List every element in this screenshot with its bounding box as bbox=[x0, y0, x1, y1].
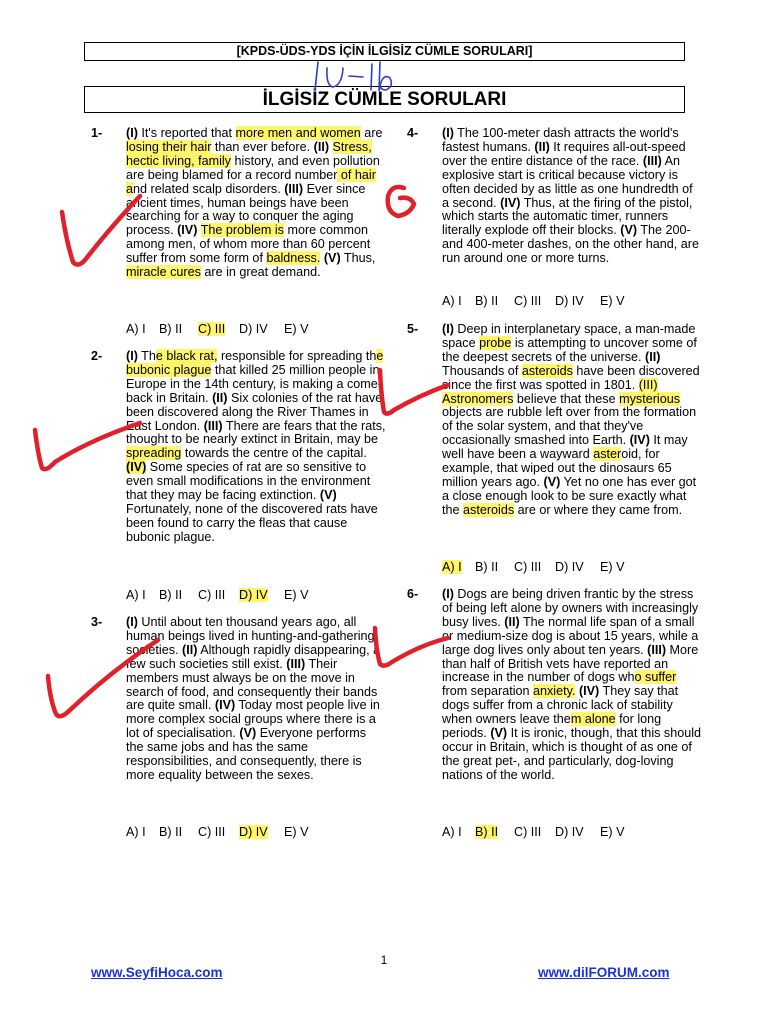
text-segment: baldness. bbox=[266, 251, 321, 266]
text-segment: more men and women bbox=[235, 126, 361, 140]
answer-option[interactable]: A) I bbox=[442, 825, 462, 839]
text-segment: m alone bbox=[570, 712, 616, 727]
check-mark-q2 bbox=[35, 423, 140, 469]
answer-option[interactable]: D) IV bbox=[239, 322, 268, 336]
text-segment: (II) bbox=[504, 614, 520, 629]
text-segment: (V) bbox=[239, 726, 257, 741]
text-segment: Six colonies of the rat have been discovered along the River Thames in East London. bbox=[126, 390, 383, 433]
question-6-text bbox=[442, 588, 702, 783]
text-segment: Dogs are being driven frantic by the stress of being left alone by owners with increasingly busy lives. bbox=[442, 587, 699, 629]
page-number: 1 bbox=[380, 953, 388, 967]
text-segment: (V) bbox=[490, 726, 508, 741]
answer-option[interactable]: C) III bbox=[198, 588, 226, 602]
answer-option[interactable]: A) I bbox=[126, 322, 146, 336]
text-segment: (V) bbox=[323, 251, 341, 266]
text-segment: responsible for spreading th bbox=[217, 349, 377, 363]
answer-option[interactable]: B) II bbox=[159, 588, 183, 602]
text-segment: spreading bbox=[126, 446, 182, 461]
text-segment: Thus, at the firing of the pistol, which starts the automatic timer, runners literally explode off their blocks. bbox=[442, 195, 693, 238]
text-segment: Everyone performs the same jobs and has the same responsibilities, and consequently, there is more equality between the sexes. bbox=[126, 726, 367, 782]
answer-option[interactable]: C) III bbox=[514, 825, 542, 839]
answer-option[interactable]: E) V bbox=[600, 294, 625, 308]
text-segment: (I) bbox=[126, 126, 138, 140]
text-segment: asteroids bbox=[463, 502, 515, 517]
text-segment: is attempting to uncover some of the deepest secrets of the universe. bbox=[442, 335, 697, 364]
text-segment: Until about ten thousand years ago, all human beings lived in hunting-and-gathering societies. bbox=[126, 615, 375, 657]
text-segment: miracle cures bbox=[126, 265, 201, 280]
question-5-text bbox=[442, 323, 702, 518]
text-segment: towards the centre of the capital. bbox=[181, 446, 367, 461]
answer-option[interactable]: D) IV bbox=[239, 825, 268, 839]
answer-option[interactable]: C) III bbox=[198, 825, 226, 839]
answer-option[interactable]: D) IV bbox=[555, 560, 584, 574]
text-segment: (V) bbox=[319, 488, 337, 503]
text-segment: Ever since ancient times, human beings have been searching for a way to conquer the aging process. bbox=[126, 181, 366, 238]
question-1-text bbox=[126, 127, 386, 280]
question-3-text bbox=[126, 616, 386, 783]
text-segment: (III) bbox=[203, 418, 223, 433]
question-4-number: 4- bbox=[407, 126, 419, 140]
text-segment: The normal life span of a small or medium-size dog is about 15 years, while a large dog lives only about ten years. bbox=[442, 614, 699, 657]
text-segment: mysterious bbox=[619, 391, 680, 406]
text-segment: Today most people live in more complex social groups where there is a lot of specialisation. bbox=[126, 698, 380, 741]
text-segment: have been discovered since the first was spotted in 1801. bbox=[442, 363, 700, 392]
answer-option[interactable]: D) IV bbox=[555, 294, 584, 308]
answer-option[interactable]: B) II bbox=[475, 825, 499, 839]
text-segment: There are fears that the rats, thought to be nearly extinct in Britain, may be bbox=[126, 418, 386, 447]
text-segment: more common among men, of whom more than 60 percent suffer from some form of bbox=[126, 223, 371, 266]
question-2-number: 2- bbox=[91, 349, 103, 363]
text-segment: (IV) bbox=[629, 433, 650, 448]
text-segment: Their members must always be on the move in search of food, and consequently their bands are quite small. bbox=[126, 656, 378, 713]
text-segment: (I) bbox=[126, 615, 138, 629]
text-segment: are in great demand. bbox=[200, 265, 321, 280]
text-segment: of hair a bbox=[126, 167, 376, 196]
text-segment: e bubonic plague bbox=[126, 349, 384, 377]
footer-link-dilforum[interactable]: www.dilFORUM.com bbox=[538, 965, 670, 980]
text-segment: (I) bbox=[442, 126, 454, 140]
text-segment: They say that dogs suffer from a chronic lack of stability when owners leave the bbox=[442, 684, 679, 727]
text-segment: objects are rubble left over from the formation of the solar system, and that they've occasionally smashed into Earth. bbox=[442, 405, 697, 448]
question-2-text bbox=[126, 350, 386, 545]
handwriting-top-text: 1U – 1b bbox=[320, 88, 324, 89]
letter-e-mark bbox=[388, 187, 414, 216]
text-segment: from separation bbox=[442, 684, 533, 699]
check-mark-q5 bbox=[380, 370, 448, 414]
text-segment bbox=[329, 140, 333, 154]
letter-e-text: e bbox=[390, 200, 391, 201]
text-segment: Some species of rat are so sensitive to even small modifications in the environment that they may be facing extinction. bbox=[126, 460, 371, 503]
text-segment: for long periods. bbox=[442, 712, 662, 741]
text-segment: believe that these bbox=[513, 391, 620, 406]
text-segment: probe bbox=[479, 335, 512, 350]
question-4-text bbox=[442, 127, 702, 266]
text-segment: nd related scalp disorders. bbox=[133, 181, 285, 196]
question-5-number: 5- bbox=[407, 322, 419, 336]
text-segment: (IV) bbox=[214, 698, 236, 713]
text-segment: (IV) bbox=[500, 195, 521, 210]
text-segment: An explosive start is critical because victory is often decided by as little as one hundredth of a second. bbox=[442, 153, 693, 210]
text-segment: More than half of British vets have reported an increase in the number of dogs wh bbox=[442, 642, 699, 685]
text-segment: asteroids bbox=[521, 363, 573, 378]
answer-option[interactable]: D) IV bbox=[239, 588, 268, 602]
answer-option[interactable]: A) I bbox=[442, 294, 462, 308]
text-segment: (I) bbox=[442, 322, 454, 336]
text-segment: (IV) bbox=[126, 460, 147, 475]
text-segment: (III) bbox=[647, 642, 667, 657]
text-segment: (II) bbox=[182, 642, 198, 657]
text-segment: (I) bbox=[126, 349, 138, 363]
text-segment: anxiety. bbox=[533, 684, 576, 699]
answer-option[interactable]: E) V bbox=[284, 322, 309, 336]
text-segment: (V) bbox=[543, 474, 561, 489]
text-segment: (V) bbox=[620, 223, 638, 238]
answer-option[interactable]: A) I bbox=[442, 560, 462, 574]
answer-option[interactable]: E) V bbox=[284, 825, 309, 839]
text-segment: Deep in interplanetary space, a man-made space bbox=[442, 322, 696, 350]
question-3-number: 3- bbox=[91, 615, 103, 629]
text-segment: The 200- and 400-meter dashes, on the other hand, are run around one or more turns. bbox=[442, 223, 699, 266]
text-segment: Thus, bbox=[340, 251, 376, 266]
text-segment: Th bbox=[137, 349, 156, 363]
text-segment: are or where they came from. bbox=[514, 502, 683, 517]
text-segment: It's reported that bbox=[137, 126, 236, 140]
text-segment: are bbox=[360, 126, 383, 140]
text-segment: (IV) bbox=[578, 684, 600, 699]
text-segment: o suffer bbox=[634, 670, 677, 685]
header-box: [KPDS-ÜDS-YDS İÇİN İLGİSİZ CÜMLE SORULARI] bbox=[84, 42, 685, 61]
text-segment: (III) bbox=[642, 153, 662, 168]
text-segment: (III) bbox=[286, 656, 306, 671]
text-segment: (IV) bbox=[177, 223, 198, 238]
text-segment: It is ironic, though, that this should occur in Britain, which is thought of as one of the great pet-, and particularly, dog-loving nations of the world. bbox=[442, 726, 702, 782]
answer-option[interactable]: C) III bbox=[198, 322, 226, 336]
text-segment: Stress, hectic living, family bbox=[126, 139, 372, 168]
text-segment: oid, for example, that wiped out the dinosaurs 65 million years ago. bbox=[442, 447, 672, 489]
answer-option[interactable]: B) II bbox=[159, 825, 183, 839]
text-segment: (II) bbox=[212, 390, 228, 405]
text-segment: (I) bbox=[442, 587, 454, 601]
text-segment: than ever before. bbox=[211, 139, 314, 154]
text-segment: It may well have been a wayward bbox=[442, 433, 688, 462]
text-segment: history, and even pollution are being blamed for a record number bbox=[126, 153, 380, 182]
answer-option[interactable]: D) IV bbox=[555, 825, 584, 839]
text-segment: It requires all-out-speed over the entire distance of the race. bbox=[442, 139, 686, 168]
answer-option[interactable]: A) I bbox=[126, 825, 146, 839]
answer-option[interactable]: B) II bbox=[475, 560, 499, 574]
text-segment: (II) bbox=[645, 349, 661, 364]
text-segment: Although rapidly disappearing, a few such societies still exist. bbox=[126, 642, 381, 671]
answer-option[interactable]: B) II bbox=[159, 322, 183, 336]
text-segment: Fortunately, none of the discovered rats have been found to carry the fleas that cause bubonic plague. bbox=[126, 501, 378, 544]
answer-option[interactable]: B) II bbox=[475, 294, 499, 308]
answer-option[interactable]: E) V bbox=[600, 560, 625, 574]
question-1-number: 1- bbox=[91, 126, 103, 140]
text-segment: Thousands of bbox=[442, 363, 522, 378]
text-segment: (II) bbox=[534, 139, 550, 154]
text-segment: losing their hair bbox=[126, 139, 212, 154]
text-segment: e black rat, bbox=[155, 349, 218, 363]
page-title: İLGİSİZ CÜMLE SORULARI bbox=[84, 86, 685, 113]
answer-option[interactable]: A) I bbox=[126, 588, 146, 602]
text-segment: aster bbox=[593, 447, 622, 462]
answer-option[interactable]: E) V bbox=[600, 825, 625, 839]
text-segment: (III) Astronomers bbox=[442, 377, 658, 406]
text-segment: The 100-meter dash attracts the world's fastest humans. bbox=[442, 126, 679, 154]
footer-link-seyfihoca[interactable]: www.SeyfiHoca.com bbox=[91, 965, 223, 980]
text-segment: The problem is bbox=[200, 223, 284, 238]
text-segment: (III) bbox=[284, 181, 304, 196]
answer-option[interactable]: E) V bbox=[284, 588, 309, 602]
question-6-number: 6- bbox=[407, 587, 419, 601]
answer-option[interactable]: C) III bbox=[514, 294, 542, 308]
text-segment: Yet no one has ever got a close enough look to be sure exactly what the bbox=[442, 474, 697, 517]
text-segment: that killed 25 million people in Europe in the 14th century, is making a come-back in Britain. bbox=[126, 362, 382, 405]
text-segment: (II) bbox=[313, 139, 330, 154]
answer-option[interactable]: C) III bbox=[514, 560, 542, 574]
